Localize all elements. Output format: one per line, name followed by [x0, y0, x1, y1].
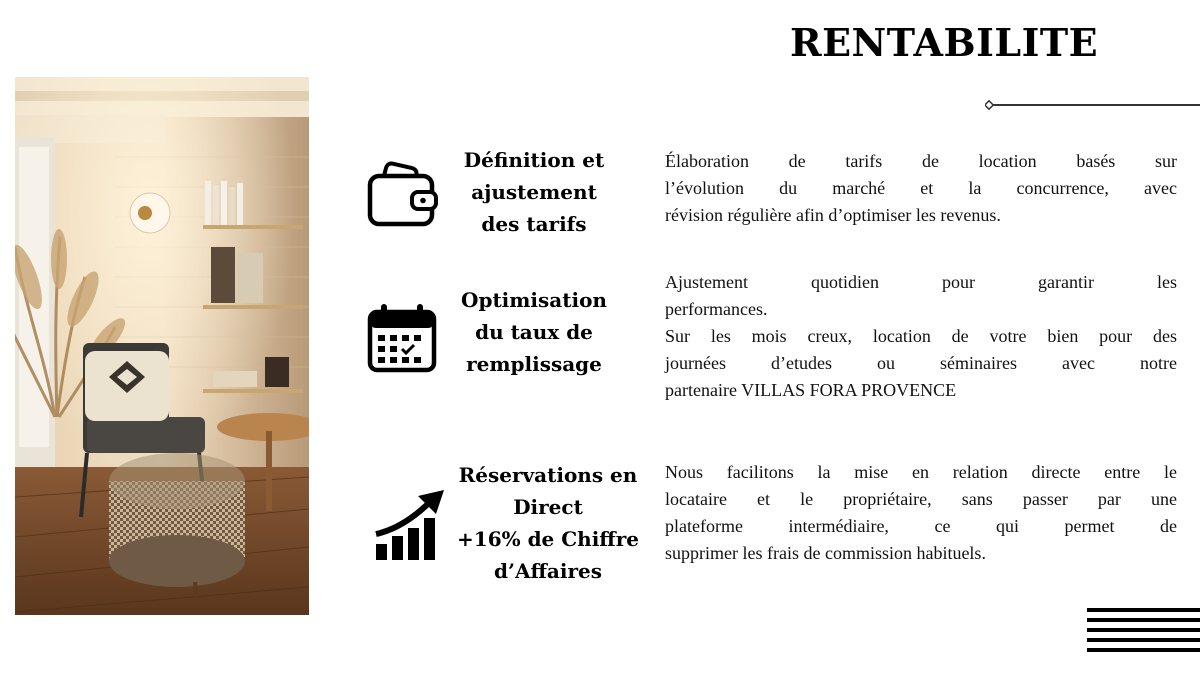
decorative-stripes: [1087, 608, 1200, 656]
section-heading-occupancy: Optimisation du taux de remplissage: [461, 288, 607, 376]
section-heading-pricing: Définition et ajustement des tarifs: [463, 148, 605, 236]
interior-photo: [15, 77, 309, 615]
decorative-line: [985, 100, 1200, 110]
section-description-occupancy: Ajustement quotidien pour garantir les performances. Sur les mois creux, location de votre bien pour des journées d’etudes ou séminaires avec notre partenaire VILLAS FORA PROVENCE: [665, 272, 1177, 400]
growth-chart-icon: [374, 488, 448, 562]
section-description-direct-bookings: Nous facilitons la mise en relation directe entre le locataire et le propriétaire, sans passer par une plateforme intermédiaire, ce qui permet de supprimer les frais de commission habituels.: [665, 462, 1177, 563]
page-title: RENTABILITE: [790, 20, 1099, 65]
wallet-icon: [366, 160, 438, 228]
section-description-pricing: Élaboration de tarifs de location basés sur l’évolution du marché et la concurrence, avec révision régulière afin d’optimiser les revenus.: [665, 151, 1177, 225]
section-heading-direct-bookings: Réservations en Direct +16% de Chiffre d’Affaires: [457, 463, 639, 583]
calendar-icon: [366, 302, 438, 374]
